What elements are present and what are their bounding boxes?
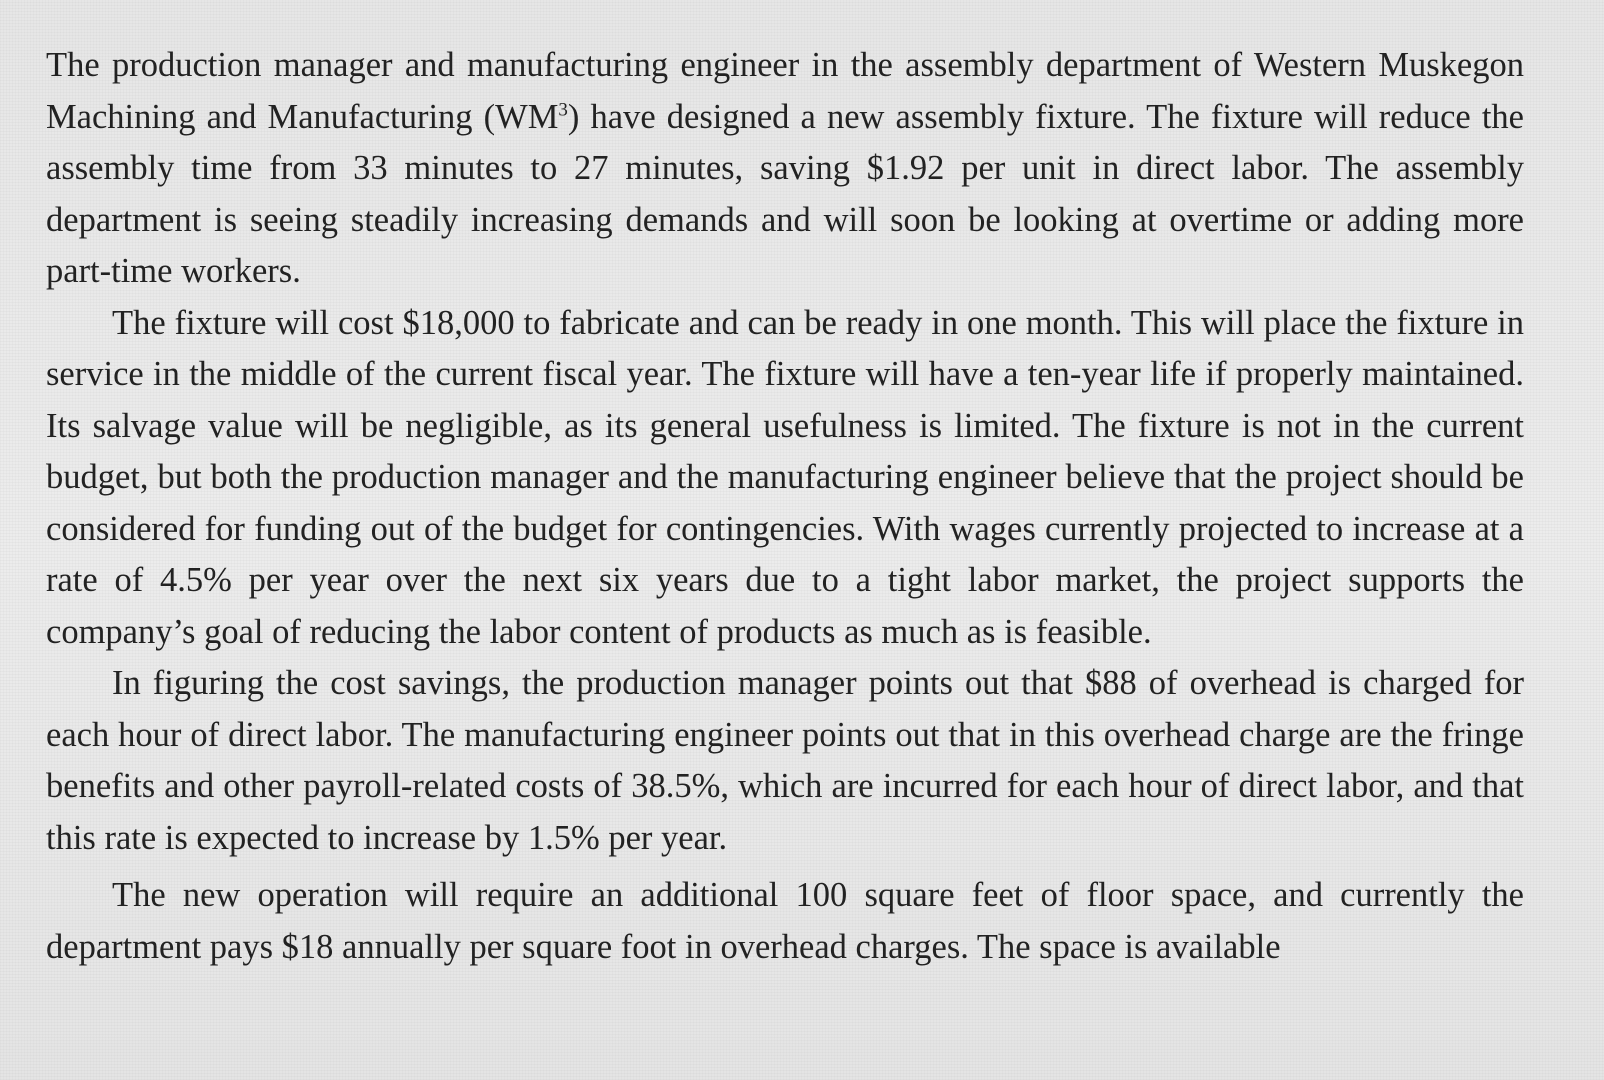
paragraph-cost-savings: In figuring the cost savings, the production manager points out that $88 of overhead is charged for each hour of direct labor. The manufacturing engineer points out that in this overhead charge are the fringe benefits and other payroll-related costs of 38.5%, which are incurred for each hour of direct labor, and that this rate is expected to increase by 1.5% per year. [46,664,1524,857]
paragraph-intro [46,40,1524,298]
paragraph-intro-text: The production manager and manufacturing engineer in the assembly department of Western Muskegon Machining and Manufacturing (WM [46,46,1524,136]
paragraph-floor-space: The new operation will require an additional 100 square feet of floor space, and currently the department pays $18 annually per square foot in overhead charges. The space is available [46,876,1524,966]
paragraph-fixture-cost: The fixture will cost $18,000 to fabricate and can be ready in one month. This will place the fixture in service in the middle of the current fiscal year. The fixture will have a ten-year life if properly maintained. Its salvage value will be negligible, as its general usefulness is limited. The fixture is not in the current budget, but both the production manager and the manufacturing engineer believe that the project should be considered for funding out of the budget for contingencies. With wages currently projected to increase at a rate of 4.5% per year over the next six years due to a tight labor market, the project supports the company’s goal of reducing the labor content of products as much as is feasible. [46,303,1524,651]
paragraph-intro-text-cont: ) have designed a new assembly fixture. The fixture will reduce the assembly time from 33 minutes to 27 minutes, saving $1.92 per unit in direct labor. The assembly department is seeing steadily increasing demands and will soon be looking at overtime or adding more part-time workers. [46,97,1524,290]
superscript-three: 3 [558,99,568,120]
problem-text [46,40,1524,973]
